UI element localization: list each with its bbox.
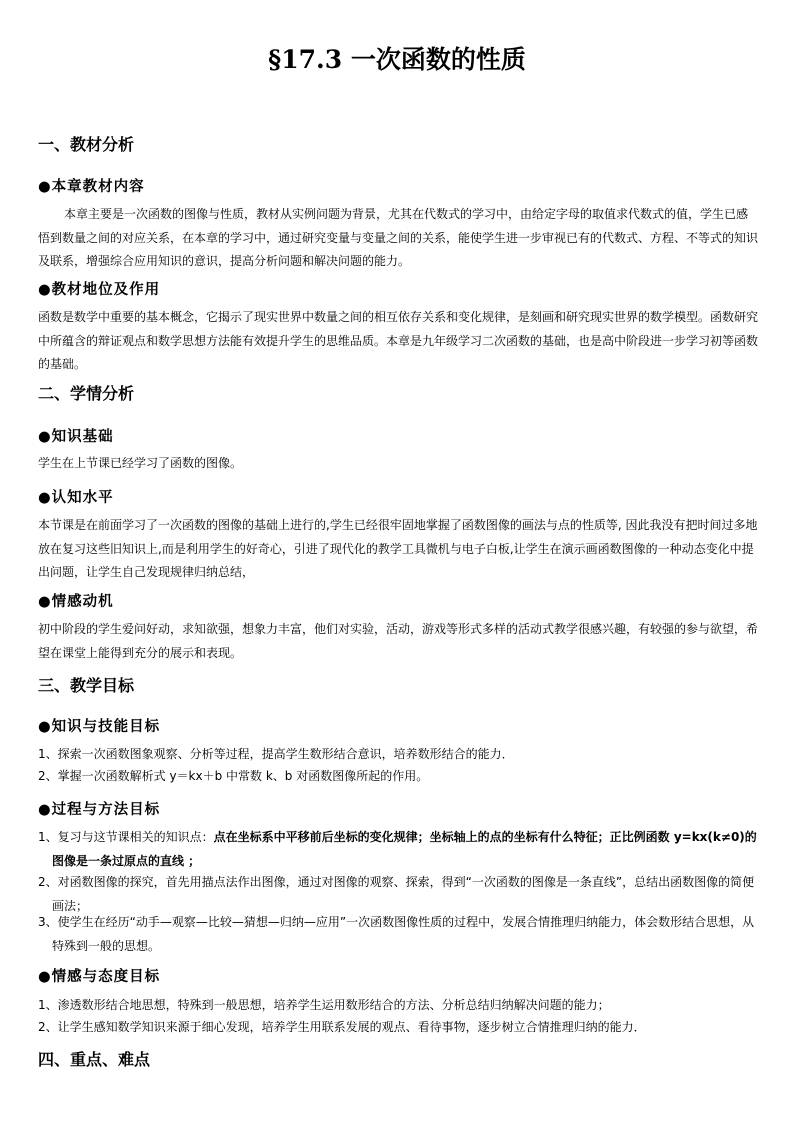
list-item-skill-2: 2、掌握一次函数解析式 y＝kx＋b 中常数 k、b 对函数图像所起的作用。 bbox=[38, 769, 429, 783]
list-item-process-1 bbox=[38, 826, 760, 873]
list-item-skill-1: 1、探索一次函数图象观察、分析等过程，提高学生数形结合意识，培养数形结合的能力． bbox=[38, 747, 514, 761]
paragraph-cognitive-level: 本节课是在前面学习了一次函数的图像的基础上进行的,学生已经很牢固地掌握了函数图像的画法与点的性质等, 因此我没有把时间过多地放在复习这些旧知识上,而是利用学生的好奇心，引进了现代化的教学工具微机与电子白板,让学生在演示画函数图像的一种动态变化中提出问题，让学生自己发现规律归纳总结， bbox=[38, 518, 758, 579]
section-heading-teaching-goals: 三、教学目标 bbox=[38, 676, 135, 695]
paragraph-knowledge-base: 学生在上节课已经学习了函数的图像。 bbox=[38, 456, 243, 470]
list-item-process-3: 3、使学生在经历“动手—观察—比较—猜想—归纳—应用”一次函数图像性质的过程中，发展合情推理归纳能力，体会数形结合思想，从特殊到一般的思想。 bbox=[38, 915, 755, 953]
subheading-emotional-motivation: ●情感动机 bbox=[38, 594, 114, 610]
list-item-attitude-1: 1、渗透数形结合地思想，特殊到一般思想，培养学生运用数形结合的方法、分析总结归纳解决问题的能力； bbox=[38, 998, 610, 1012]
list-item-process-2: 2、对函数图像的探究，首先用描点法作出图像，通过对图像的观察、探索，得到“一次函数的图像是一条直线”，总结出函数图像的简便画法； bbox=[38, 875, 755, 913]
subheading-cognitive-level: ●认知水平 bbox=[38, 490, 114, 506]
section-heading-textbook-analysis: 一、教材分析 bbox=[38, 135, 135, 154]
paragraph-emotional-motivation: 初中阶段的学生爱问好动，求知欲强，想象力丰富，他们对实验，活动，游戏等形式多样的活动式教学很感兴趣，有较强的参与欲望，希望在课堂上能得到充分的展示和表现。 bbox=[38, 622, 759, 660]
section-heading-key-points: 四、重点、难点 bbox=[38, 1050, 151, 1069]
subheading-emotion-attitude-goals: ●情感与态度目标 bbox=[38, 969, 161, 985]
subheading-knowledge-base: ●知识基础 bbox=[38, 429, 114, 445]
section-heading-learner-analysis: 二、学情分析 bbox=[38, 384, 135, 403]
list-item-process-1-lead: 1、复习与这节课相关的知识点： bbox=[38, 830, 214, 844]
page-title: §17.3 一次函数的性质 bbox=[268, 45, 526, 74]
subheading-process-method-goals: ●过程与方法目标 bbox=[38, 802, 161, 818]
subheading-textbook-position: ●教材地位及作用 bbox=[38, 282, 161, 298]
list-item-process-1-emphasis: 点在坐标系中平移前后坐标的变化规律；坐标轴上的点的坐标有什么特征；正比例函数 y=kx(k≠0)的图像是一条过原点的直线 ； bbox=[52, 830, 757, 868]
paragraph-textbook-position: 函数是数学中重要的基本概念，它揭示了现实世界中数量之间的相互依存关系和变化规律，是刻画和研究现实世界的数学模型。函数研究中所蕴含的辩证观点和数学思想方法能有效提升学生的思维品质。本章是九年级学习二次函数的基础，也是高中阶段进一步学习初等函数的基础。 bbox=[38, 310, 759, 371]
paragraph-chapter-content: 本章主要是一次函数的图像与性质，教材从实例问题为背景，尤其在代数式的学习中，由给定字母的取值求代数式的值，学生已感悟到数量之间的对应关系，在本章的学习中，通过研究变量与变量之间的关系，能使学生进一步审视已有的代数式、方程、不等式的知识及联系，增强综合应用知识的意识，提高分析问题和解决问题的能力。 bbox=[38, 207, 759, 268]
list-item-attitude-2: 2、让学生感知数学知识来源于细心发现，培养学生用联系发展的观点、看待事物，逐步树立合情推理归纳的能力． bbox=[38, 1020, 646, 1034]
subheading-chapter-content: ●本章教材内容 bbox=[38, 179, 145, 195]
subheading-knowledge-skill-goals: ●知识与技能目标 bbox=[38, 719, 161, 735]
